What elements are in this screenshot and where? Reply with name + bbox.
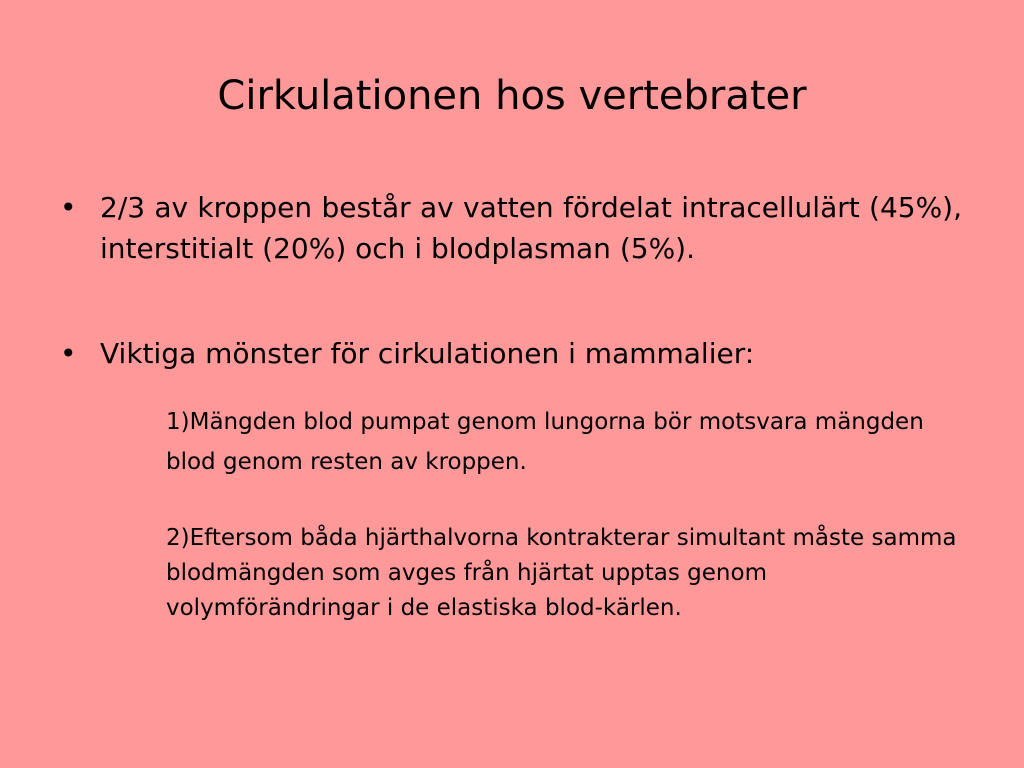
bullet-item-circulation-patterns	[60, 334, 962, 374]
bullet-text: Viktiga mönster för cirkulationen i mammalier:	[100, 337, 755, 370]
subpoint-2: 2)Eftersom båda hjärthalvorna kontrakterar simultant måste samma blodmängden som avges från hjärtat upptas genom volymförändringar i de elastiska blod-kärlen.	[166, 525, 957, 621]
bullet-item-water-distribution	[60, 187, 962, 269]
bullet-marker: •	[60, 191, 77, 224]
subpoint-1: 1)Mängden blod pumpat genom lungorna bör motsvara mängden blod genom resten av kroppen.	[166, 409, 924, 475]
bullet-text: 2/3 av kroppen består av vatten fördelat intracellulärt (45%), interstitialt (20%) och i blodplasman (5%).	[100, 191, 962, 265]
slide-title: Cirkulationen hos vertebrater	[217, 73, 807, 119]
bullet-marker: •	[60, 337, 77, 370]
